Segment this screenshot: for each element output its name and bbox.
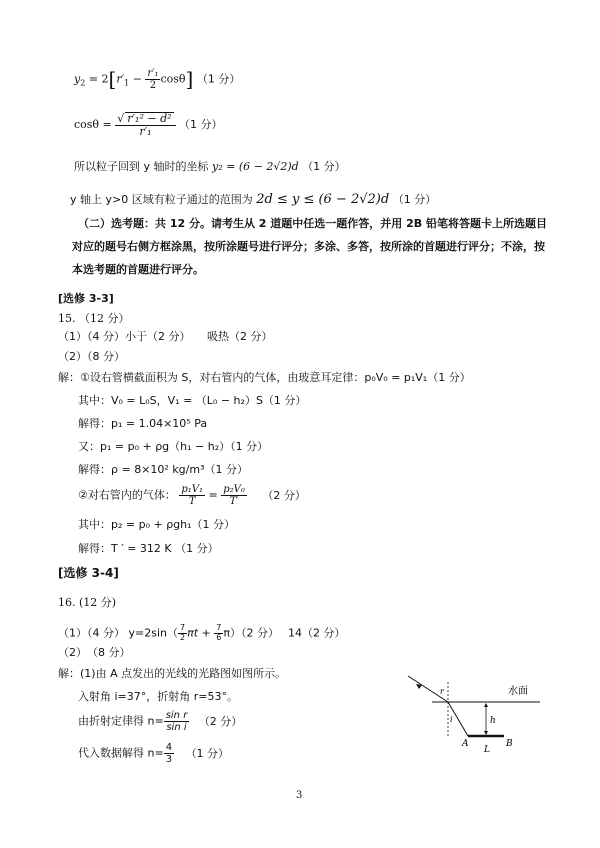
part1-prefix: （1）（4 分） y=2sin（ <box>58 626 178 640</box>
label-r: r <box>440 687 444 696</box>
q16-solution-1: 解：(1)由 A 点发出的光线的光路图如图所示。 <box>58 667 287 680</box>
formula-cos-theta <box>74 112 223 138</box>
q16-solution-3: 由折射定律得 n= $\frac{\text{sin r}}{\text{sin i}}$ （2 分） <box>78 710 243 733</box>
water-surface-label: 水面 <box>508 686 528 697</box>
range-formula: 2d ≤ y ≤ (6 − 2√2)d <box>256 192 390 207</box>
q16-part2: （2） （8 分） <box>58 646 131 659</box>
cos-theta: cosθ <box>160 72 186 86</box>
sol6-prefix: ②对右管内的气体： <box>78 488 176 502</box>
label-a: A <box>462 739 469 749</box>
cos-fraction: $\frac{\text{√ r′₁² − d²}}{\text{r′₁}}$ <box>115 112 175 138</box>
point-note: （1 分） <box>392 193 437 206</box>
q15-solution-3: 解得：p₁ = 1.04×10⁵ Pa <box>78 417 208 430</box>
refraction-law-prefix: 由折射定律得 n= <box>78 714 164 728</box>
cos-lhs: cosθ = <box>74 118 112 132</box>
sol6-right-fraction: $\frac{\text{p₂V₀}}{T'}$ <box>223 484 245 507</box>
y2-symbol: y <box>74 72 81 86</box>
q15-solution-1: 解：①设右管横截面积为 S，对右管内的气体，由玻意耳定律：p₀V₀ = p₁V₁（1 分） <box>58 371 471 384</box>
arrow-down-icon <box>484 731 488 735</box>
point-note: （1 分） <box>179 118 223 132</box>
q15-solution-4: 又：p₁ = p₀ + ρg（h₁ − h₂）（1 分） <box>78 440 269 453</box>
sqrt-content: r′₁² − d² <box>127 112 172 125</box>
q15-solution-5: 解得：ρ = 8×10² kg/m³（1 分） <box>78 463 248 476</box>
range-text: y 轴上 y>0 区域有粒子通过的范围为 <box>70 193 257 206</box>
q16-number: 16. (12 分) <box>58 596 117 609</box>
point-note: （1 分） <box>185 746 230 760</box>
label-b: B <box>506 739 513 749</box>
q16-solution-4: 代入数据解得 n= $\frac{4}{3}$ （1 分） <box>78 742 230 765</box>
coordinate-formula: y₂ = (6 − 2√2)d <box>212 160 299 173</box>
label-h: h <box>490 716 496 726</box>
sol6-left-fraction: $\frac{\text{p₁V₁}}{T}$ <box>181 484 204 507</box>
elective-instructions: （二）选考题：共 12 分。请考生从 2 道题中任选一题作答，并用 2B 铅笔将答题卡上所选题目对应的题号右侧方框涂黑，按所涂题号进行评分；多涂、多答，按所涂的首题进行评分；不涂，按本选考题的首题进行评分。 <box>72 217 547 276</box>
q16-solution-2: 入射角 i=37°，折射角 r=53°。 <box>78 690 238 703</box>
formula-y2: $y_2 = 2[r'_1$ − $\frac{\text{r′₁}}{2}$ cosθ] （1 分） <box>74 67 241 91</box>
point-note: （2 分） <box>198 714 243 728</box>
range-line <box>70 192 436 208</box>
part1-suffix: π）（2 分） 14（2 分） <box>223 626 346 640</box>
q15-solution-8: 解得：T ′ = 312 K （1 分） <box>78 542 219 555</box>
coordinate-text: 所以粒子回到 y 轴时的坐标 <box>74 160 212 173</box>
q15-part2: （2）（8 分） <box>58 350 125 363</box>
r1-subscript: 1 <box>124 78 130 88</box>
label-i: i <box>450 715 453 724</box>
refraction-diagram <box>400 670 550 755</box>
section-34-heading: [选修 3-4] <box>58 566 119 580</box>
r1-over-2-fraction: $\frac{\text{r′₁}}{2}$ <box>147 68 159 91</box>
result-prefix: 代入数据解得 n= <box>78 746 164 760</box>
label-l: L <box>484 745 490 755</box>
r1-prime: r′ <box>116 72 125 86</box>
cos-denominator: r′₁ <box>139 125 152 139</box>
point-note: （1 分） <box>302 160 346 173</box>
y2-subscript: 2 <box>80 78 86 88</box>
q15-solution-2: 其中：V₀ = L₀S，V₁ = （L₀ − h₂）S（1 分） <box>78 394 307 407</box>
arrow-up-icon <box>484 703 488 707</box>
equals-sign: = <box>88 72 99 86</box>
page-number: 3 <box>296 790 303 801</box>
section-33-heading: [选修 3-3] <box>58 292 114 305</box>
minus-sign: − <box>132 72 142 86</box>
point-note: （2 分） <box>262 488 306 502</box>
q15-number: 15. （12 分） <box>58 312 130 325</box>
coefficient-two: 2 <box>101 72 109 86</box>
y2-coordinate-line <box>74 160 346 174</box>
q15-solution-7: 其中：p₂ = p₀ + ρgh₁（1 分） <box>78 518 236 531</box>
q15-part1: （1）（4 分）小于（2 分） 吸热（2 分） <box>58 330 273 343</box>
point-note: （1 分） <box>196 72 241 86</box>
q15-solution-6: ②对右管内的气体： $\frac{\text{p₁V₁}}{T}$ = $\frac{\text{p₂V₀}}{T'}$ （2 分） <box>78 484 306 507</box>
q16-part1: （1）（4 分） y=2sin（ $\frac{7}{2}$ πt + $\frac{7}{6}$ π）（2 分） 14（2 分） <box>58 623 346 642</box>
part1-middle: πt + <box>187 626 215 640</box>
